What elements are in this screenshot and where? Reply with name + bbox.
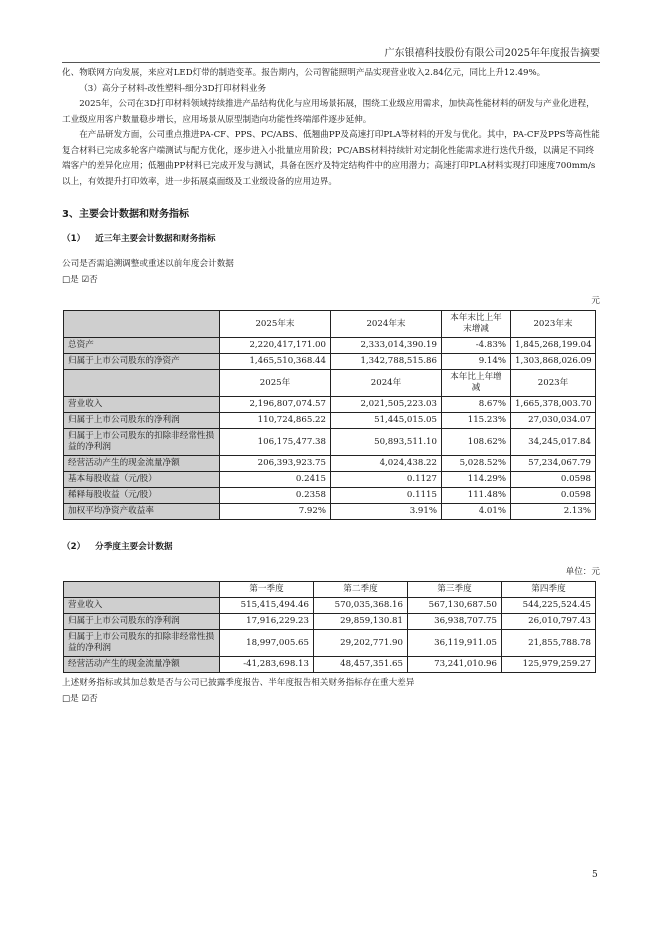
table-cell: -4.83%	[442, 338, 511, 354]
table-row	[64, 657, 596, 673]
table-cell: 36,938,707.75	[408, 614, 502, 630]
table-cell: 111.48%	[442, 488, 511, 504]
table-cell: 125,979,259.27	[502, 657, 596, 673]
table-cell: 1,303,868,026.09	[511, 354, 596, 370]
paragraph-led: 化、物联网方向发展，来应对LED灯带的制造变革。报告期内，公司智能照明产品实现营业收入2.84亿元，同比上升12.49%。	[62, 68, 546, 78]
table-cell: 9.14%	[442, 354, 511, 370]
table-row	[64, 488, 596, 504]
row-label: 归属于上市公司股东的扣除非经常性损益的净利润	[64, 429, 220, 456]
table-row	[64, 429, 596, 456]
column-header: 第一季度	[220, 582, 314, 598]
table-cell: 2.13%	[511, 504, 596, 520]
table-cell: 50,893,511.10	[331, 429, 442, 456]
row-label: 经营活动产生的现金流量净额	[64, 456, 220, 472]
row-label: 归属于上市公司股东的净利润	[64, 413, 220, 429]
table-row	[64, 456, 596, 472]
table-cell: 17,916,229.23	[220, 614, 314, 630]
table-cell: 115.23%	[442, 413, 511, 429]
table-cell: 2,021,505,223.03	[331, 397, 442, 413]
table-cell: 1,465,510,368.44	[220, 354, 331, 370]
row-label: 稀释每股收益（元/股）	[64, 488, 220, 504]
table-cell: 57,234,067.79	[511, 456, 596, 472]
column-header: 本年比上年增减	[442, 370, 511, 397]
table-cell: 567,130,687.50	[408, 598, 502, 614]
table-corner-cell	[64, 582, 220, 598]
column-header: 第四季度	[502, 582, 596, 598]
column-header: 本年末比上年末增减	[442, 311, 511, 338]
column-header: 2025年	[220, 370, 331, 397]
subsection-title-annual	[62, 232, 600, 244]
row-label: 基本每股收益（元/股）	[64, 472, 220, 488]
subsection-label: 近三年主要会计数据和财务指标	[95, 234, 216, 244]
table-cell: 3.91%	[331, 504, 442, 520]
column-header: 2025年末	[220, 311, 331, 338]
subsection-label: 分季度主要会计数据	[95, 542, 173, 552]
table-header-row	[64, 311, 596, 338]
row-label: 营业收入	[64, 598, 220, 614]
table-cell: 0.1115	[331, 488, 442, 504]
table-cell: 7.92%	[220, 504, 331, 520]
unit-label: 单位：元	[565, 567, 600, 577]
table-header-row	[64, 582, 596, 598]
table-corner-cell	[64, 311, 220, 338]
table-cell: 29,202,771.90	[314, 630, 408, 657]
row-label: 归属于上市公司股东的净利润	[64, 614, 220, 630]
adjust-answer: □是 ☑否	[62, 274, 98, 285]
row-label: 归属于上市公司股东的净资产	[64, 354, 220, 370]
annual-data-table	[63, 310, 596, 520]
table-cell: 4.01%	[442, 504, 511, 520]
table-row	[64, 504, 596, 520]
column-header: 第二季度	[314, 582, 408, 598]
table-cell: -41,283,698.13	[220, 657, 314, 673]
table-cell: 8.67%	[442, 397, 511, 413]
quarterly-data-table	[63, 581, 596, 673]
table-cell: 48,457,351.65	[314, 657, 408, 673]
table-row	[64, 472, 596, 488]
page-header	[62, 44, 600, 63]
diff-answer: □是 ☑否	[62, 693, 98, 704]
table-cell: 5,028.52%	[442, 456, 511, 472]
column-header: 2023年	[511, 370, 596, 397]
row-label: 归属于上市公司股东的扣除非经常性损益的净利润	[64, 630, 220, 657]
table-cell: 29,859,130.81	[314, 614, 408, 630]
table-cell: 1,845,268,199.04	[511, 338, 596, 354]
column-header: 2023年末	[511, 311, 596, 338]
table-cell: 114.29%	[442, 472, 511, 488]
table-row	[64, 598, 596, 614]
paragraph-3d-heading: （3）高分子材料-改性塑料-细分3D打印材料业务	[79, 83, 267, 94]
table-cell: 0.0598	[511, 488, 596, 504]
diff-question: 上述财务指标或其加总数是否与公司已披露季度报告、半年度报告相关财务指标存在重大差异	[62, 678, 415, 688]
table-cell: 570,035,368.16	[314, 598, 408, 614]
table-cell: 2,196,807,074.57	[220, 397, 331, 413]
table-cell: 1,665,378,003.70	[511, 397, 596, 413]
page-content	[62, 66, 600, 707]
table-row	[64, 630, 596, 657]
table-cell: 73,241,010.96	[408, 657, 502, 673]
table-cell: 2,220,417,171.00	[220, 338, 331, 354]
table-cell: 206,393,923.75	[220, 456, 331, 472]
table-cell: 18,997,005.65	[220, 630, 314, 657]
table-row	[64, 397, 596, 413]
column-header: 2024年末	[331, 311, 442, 338]
column-header: 第三季度	[408, 582, 502, 598]
table-row	[64, 338, 596, 354]
table-cell: 0.1127	[331, 472, 442, 488]
table-corner-cell	[64, 370, 220, 397]
table-cell: 515,415,494.46	[220, 598, 314, 614]
table-cell: 27,030,034.07	[511, 413, 596, 429]
table-cell: 36,119,911.05	[408, 630, 502, 657]
column-header: 2024年	[331, 370, 442, 397]
subsection-number: （1）	[62, 234, 86, 244]
subsection-number: （2）	[62, 542, 86, 552]
table-cell: 544,225,524.45	[502, 598, 596, 614]
table-cell: 4,024,438.22	[331, 456, 442, 472]
table-cell: 108.62%	[442, 429, 511, 456]
table-header-row	[64, 370, 596, 397]
table-cell: 1,342,788,515.86	[331, 354, 442, 370]
page-number: 5	[592, 870, 598, 880]
header-title: 广东银禧科技股份有限公司2025年年度报告摘要	[384, 48, 600, 59]
section-title: 3、主要会计数据和财务指标	[62, 209, 189, 220]
row-label: 加权平均净资产收益率	[64, 504, 220, 520]
table-cell: 2,333,014,390.19	[331, 338, 442, 354]
subsection-title-quarterly	[62, 540, 600, 552]
row-label: 营业收入	[64, 397, 220, 413]
table-cell: 110,724,865.22	[220, 413, 331, 429]
adjust-question: 公司是否需追溯调整或重述以前年度会计数据	[62, 259, 234, 269]
table-cell: 0.0598	[511, 472, 596, 488]
unit-label: 元	[591, 296, 600, 306]
table-cell: 26,010,797.43	[502, 614, 596, 630]
table-cell: 106,175,477.38	[220, 429, 331, 456]
table-cell: 0.2358	[220, 488, 331, 504]
table-cell: 51,445,015.05	[331, 413, 442, 429]
table-row	[64, 413, 596, 429]
paragraph-3d-overview: 2025年，公司在3D打印材料领域持续推进产品结构优化与应用场景拓展，围绕工业级应用需求，加快高性能材料的研发与产业化进程，工业级应用客户数量稳步增长，应用场景从原型制造向功能性终端部件逐步延伸。	[62, 99, 595, 125]
table-cell: 34,245,017.84	[511, 429, 596, 456]
row-label: 总资产	[64, 338, 220, 354]
paragraph-3d-rnd: 在产品研发方面，公司重点推进PA-CF、PPS、PC/ABS、低翘曲PP及高速打印PLA等材料的开发与优化。其中，PA-CF及PPS等高性能复合材料已完成多轮客户端测试与配方优化，逐步进入小批量应用阶段；PC/ABS材料持续针对定制化性能需求进行迭代升级，以满足不同终端客户的差异化应用；低翘曲PP材料已完成开发与测试，具备在医疗及特定结构件中的应用潜力；高速打印PLA材料实现打印速度700mm/s以上，有效提升打印效率，进一步拓展桌面级及工业级设备的应用边界。	[62, 130, 600, 187]
table-cell: 21,855,788.78	[502, 630, 596, 657]
table-cell: 0.2415	[220, 472, 331, 488]
table-row	[64, 614, 596, 630]
table-row	[64, 354, 596, 370]
row-label: 经营活动产生的现金流量净额	[64, 657, 220, 673]
